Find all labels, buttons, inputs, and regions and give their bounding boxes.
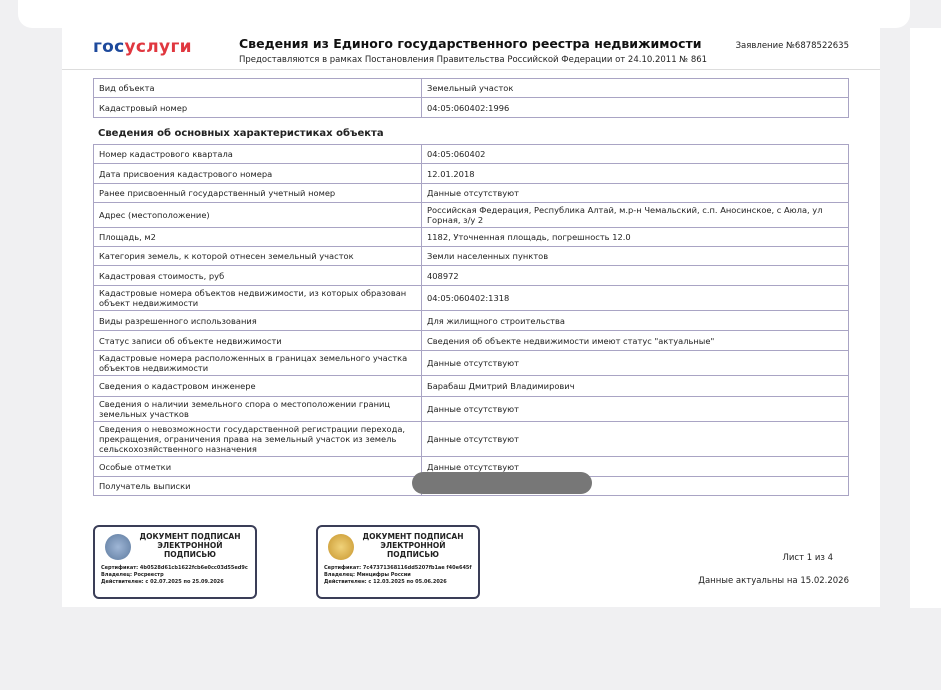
redacted-recipient [412,472,592,494]
row-label: Кадастровые номера объектов недвижимости, из которых образован объект недвижимости [94,286,422,311]
row-value: Данные отсутствуют [422,397,849,422]
row-label: Адрес (местоположение) [94,203,422,228]
row-value: 408972 [422,266,849,286]
russia-coat-of-arms-icon [328,534,354,560]
row-value: Барабаш Дмитрий Владимирович [422,376,849,397]
row-label: Дата присвоения кадастрового номера [94,164,422,184]
row-label: Особые отметки [94,457,422,477]
row-label: Сведения о кадастровом инженере [94,376,422,397]
row-value: Российская Федерация, Республика Алтай, м.р-н Чемальский, с.п. Аносинское, с Аюла, ул Горная, з/у 2 [422,203,849,228]
header-divider [62,69,880,70]
table-row [94,266,849,286]
row-value: 12.01.2018 [422,164,849,184]
characteristics-table [93,144,849,496]
section-title: Сведения об основных характеристиках объекта [98,128,384,139]
signature-stamp-rosreestr: ДОКУМЕНТ ПОДПИСАН ЭЛЕКТРОННОЙ ПОДПИСЬЮ Сертификат: 4b0528d61cb1622fcb6e0cc03d55ed9c Владелец: Росреестр Действителен: с 02.07.2025 по 25.09.2026 [93,525,257,599]
row-label: Площадь, м2 [94,228,422,247]
table-row [94,422,849,457]
row-value: Земли населенных пунктов [422,247,849,266]
row-value: Для жилищного строительства [422,311,849,331]
row-label: Получатель выписки [94,477,422,496]
sheet-number: Лист 1 из 4 [782,553,833,563]
row-value: 1182, Уточненная площадь, погрешность 12.0 [422,228,849,247]
row-label: Ранее присвоенный государственный учетный номер [94,184,422,203]
previous-page-card [18,0,910,28]
table-row [94,184,849,203]
table-row [94,164,849,184]
table-row [94,286,849,311]
row-label: Кадастровые номера расположенных в границах земельного участка объектов недвижимости [94,351,422,376]
next-page-card [910,28,941,608]
row-label: Кадастровый номер [94,98,422,118]
table-row [94,311,849,331]
extract-document [62,28,880,607]
signature-stamp-mintsifry: ДОКУМЕНТ ПОДПИСАН ЭЛЕКТРОННОЙ ПОДПИСЬЮ Сертификат: 7c47371368116dd5207fb1ae f40e645f Владелец: Минцифры России Действителен: с 12.03.2025 по 05.06.2026 [316,525,480,599]
row-value: 04:05:060402:1996 [422,98,849,118]
row-value: Данные отсутствуют [422,457,849,477]
table-row [94,247,849,266]
table-row [94,79,849,98]
row-value: Данные отсутствуют [422,351,849,376]
row-label: Сведения о невозможности государственной регистрации перехода, прекращения, ограничения права на земельный участок из земель сельскохозяйственного назначения [94,422,422,457]
row-label: Кадастровая стоимость, руб [94,266,422,286]
application-number: Заявление №6878522635 [735,41,849,51]
rosreestr-emblem-icon [105,534,131,560]
object-table [93,78,849,118]
gosuslugi-logo: госуслуги [93,37,192,57]
row-value: 04:05:060402 [422,145,849,164]
row-value: Данные отсутствуют [422,184,849,203]
row-label: Вид объекта [94,79,422,98]
document-subtitle: Предоставляются в рамках Постановления Правительства Российской Федерации от 24.10.2011 № 861 [239,55,708,65]
row-value: Сведения об объекте недвижимости имеют статус "актуальные" [422,331,849,351]
row-value: Земельный участок [422,79,849,98]
table-row [94,351,849,376]
table-row [94,203,849,228]
row-label: Статус записи об объекте недвижимости [94,331,422,351]
row-value: Данные отсутствуют [422,422,849,457]
table-row [94,376,849,397]
table-row [94,331,849,351]
row-value: 04:05:060402:1318 [422,286,849,311]
table-row [94,98,849,118]
document-title: Сведения из Единого государственного реестра недвижимости [239,36,702,51]
actual-date: Данные актуальны на 15.02.2026 [698,576,849,586]
table-row [94,145,849,164]
row-label: Номер кадастрового квартала [94,145,422,164]
row-label: Сведения о наличии земельного спора о местоположении границ земельных участков [94,397,422,422]
table-row [94,397,849,422]
row-label: Категория земель, к которой отнесен земельный участок [94,247,422,266]
table-row [94,228,849,247]
row-label: Виды разрешенного использования [94,311,422,331]
